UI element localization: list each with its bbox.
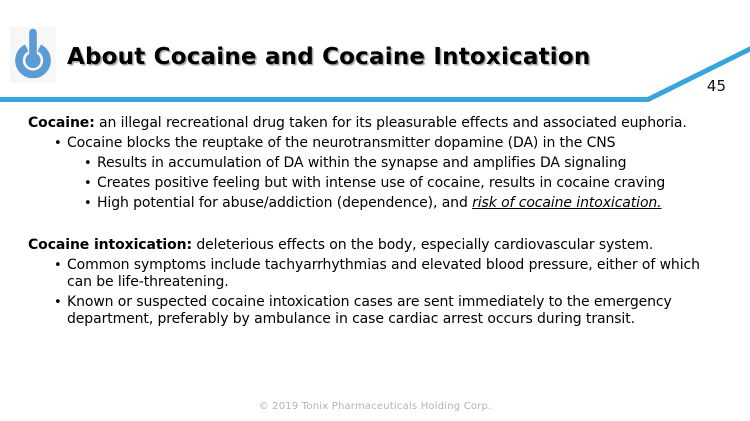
company-logo (10, 27, 56, 83)
section2-lead-text: deleterious effects on the body, especially cardiovascular system. (192, 237, 654, 253)
section1-bullets (28, 135, 720, 152)
list-item: • Cocaine blocks the reuptake of the neurotransmitter dopamine (DA) in the CNS (53, 135, 720, 152)
list-item-text: High potential for abuse/addiction (dependence), and (97, 195, 473, 211)
section2-bullets (28, 257, 720, 328)
section1-lead-text: an illegal recreational drug taken for its pleasurable effects and associated euphoria. (94, 115, 687, 131)
slide-title: About Cocaine and Cocaine Intoxication (67, 44, 591, 70)
risk-emphasis-text: risk of cocaine intoxication. (472, 195, 662, 211)
section1-lead (28, 115, 720, 132)
section2-lead-term: Cocaine intoxication: (28, 237, 192, 253)
list-item: • Results in accumulation of DA within the synapse and amplifies DA signaling (83, 155, 720, 172)
list-item: • Common symptoms include tachyarrhythmias and elevated blood pressure, either of which can be life-threatening. (53, 257, 720, 291)
slide-body (28, 115, 720, 328)
copyright-footer: © 2019 Tonix Pharmaceuticals Holding Corp. (258, 401, 492, 412)
page-number: 45 (706, 77, 726, 95)
list-item: • Known or suspected cocaine intoxication cases are sent immediately to the emergency department, preferably by ambulance in case cardiac arrest occurs during transit. (53, 294, 720, 328)
power-icon (10, 27, 56, 83)
section1-lead-term: Cocaine: (28, 115, 95, 131)
list-item (83, 195, 720, 212)
section1-sub-bullets (28, 155, 720, 212)
section2-lead (28, 237, 720, 254)
list-item: • Creates positive feeling but with intense use of cocaine, results in cocaine craving (83, 175, 720, 192)
